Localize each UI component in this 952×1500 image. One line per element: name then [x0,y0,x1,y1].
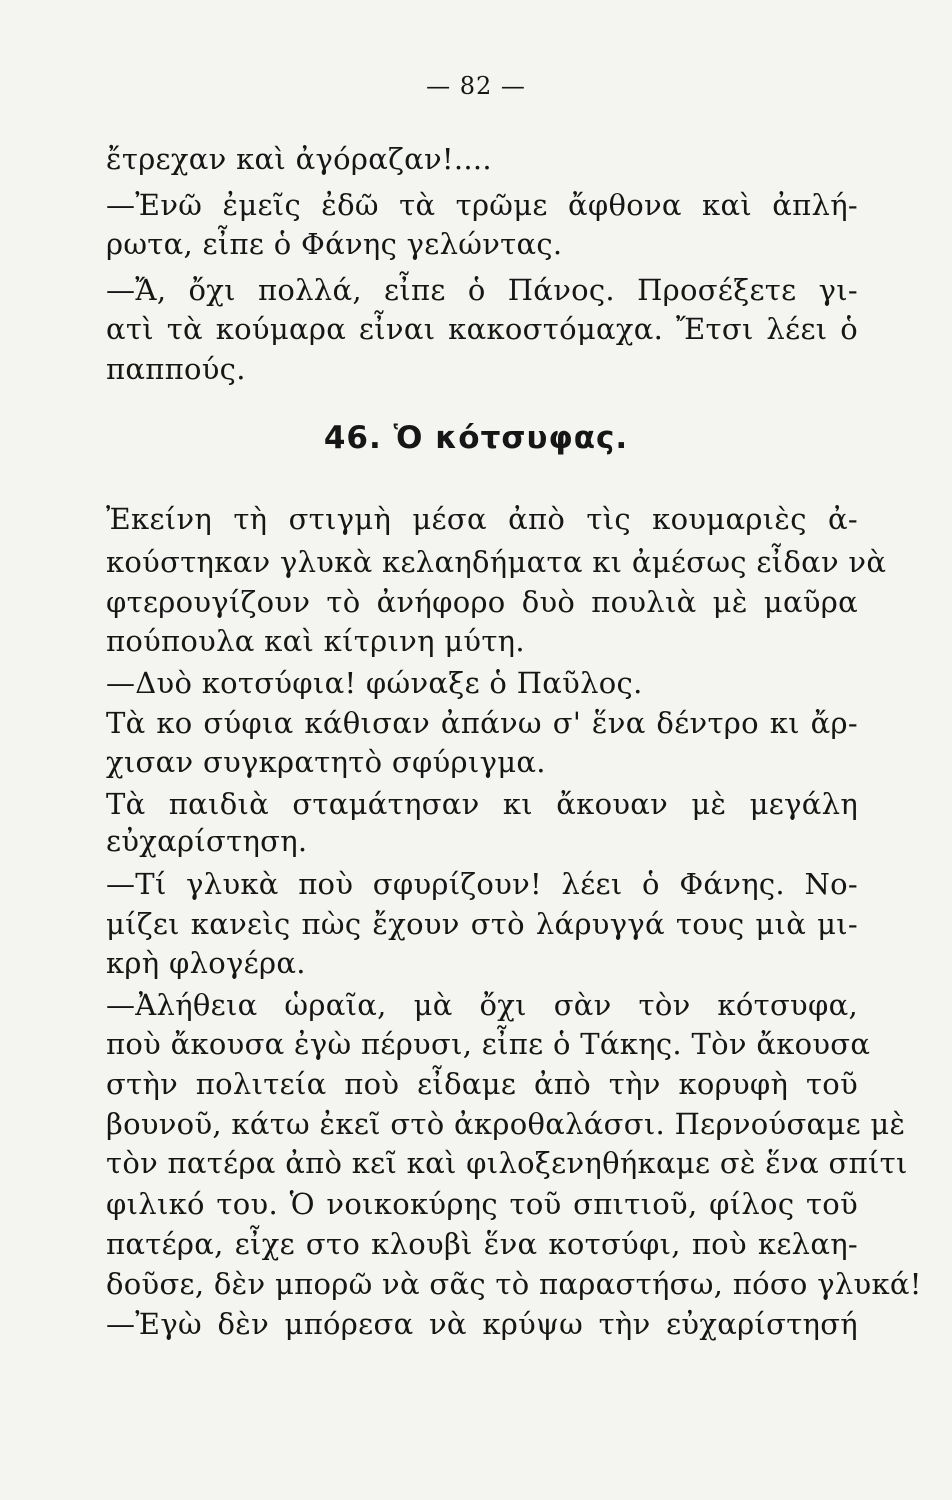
text-line: πούπουλα καὶ κίτρινη μύτη. [106,624,525,658]
text-line: ατὶ τὰ κούμαρα εἶναι κακοστόμαχα. Ἔτσι λέει ὁ [106,312,858,346]
text-line: δοῦσε, δὲν μπορῶ νὰ σᾶς τὸ παραστήσω, πόσο γλυκά! [106,1267,922,1301]
text-line: ἔτρεχαν καὶ ἀγόραζαν!.... [106,142,492,176]
text-line: ρωτα, εἶπε ὁ Φάνης γελώντας. [106,227,563,261]
text-line: βουνοῦ, κάτω ἐκεῖ στὸ ἀκροθαλάσσι. Περνούσαμε μὲ [106,1107,906,1141]
text-line: εὐχαρίστηση. [106,824,308,858]
text-line: φτερουγίζουν τὸ ἀνήφορο δυὸ πουλιὰ μὲ μαῦρα [106,585,858,619]
text-line: παππούς. [106,352,246,386]
text-line: τὸν πατέρα ἀπὸ κεῖ καὶ φιλοξενηθήκαμε σὲ ἕνα σπίτι [106,1146,908,1180]
text-line: στὴν πολιτεία ποὺ εἶδαμε ἀπὸ τὴν κορυφὴ τοῦ [106,1067,858,1101]
text-line: —Ἄ, ὄχι πολλά, εἶπε ὁ Πάνος. Προσέξετε γι- [106,273,858,307]
text-line: —Ἀλήθεια ὡραῖα, μὰ ὄχι σὰν τὸν κότσυφα, [106,988,858,1022]
text-line: κρὴ φλογέρα. [106,946,306,980]
text-line: κούστηκαν γλυκὰ κελαηδήματα κι ἀμέσως εἶδαν νὰ [106,545,887,579]
text-line: —Τί γλυκὰ ποὺ σφυρίζουν! λέει ὁ Φάνης. Νο- [106,867,858,901]
text-line: Ἐκείνη τὴ στιγμὴ μέσα ἀπὸ τὶς κουμαριὲς ἀ- [106,502,858,536]
text-line: φιλικό του. Ὁ νοικοκύρης τοῦ σπιτιοῦ, φίλος τοῦ [106,1187,858,1221]
text-line: ποὺ ἄκουσα ἐγὼ πέρυσι, εἶπε ὁ Τάκης. Τὸν ἄκουσα [106,1027,871,1061]
text-line: Τὰ κο σύφια κάθισαν ἀπάνω σ' ἕνα δέντρο κι ἄρ- [106,706,858,740]
text-line: —Δυὸ κοτσύφια! φώναξε ὁ Παῦλος. [106,666,643,700]
text-line: μίζει κανεὶς πὼς ἔχουν στὸ λάρυγγά τους μιὰ μι- [106,907,858,941]
text-line: Τὰ παιδιὰ σταμάτησαν κι ἄκουαν μὲ μεγάλη [106,787,858,821]
section-heading: 46. Ὁ κότσυφας. [323,420,629,456]
page-number: — 82 — [426,72,526,100]
text-line: πατέρα, εἶχε στο κλουβὶ ἕνα κοτσύφι, ποὺ κελαη- [106,1227,858,1261]
text-line: —Ἐγὼ δὲν μπόρεσα νὰ κρύψω τὴν εὐχαρίστησή [106,1307,858,1341]
text-line: —Ἐνῶ ἐμεῖς ἐδῶ τὰ τρῶμε ἄφθονα καὶ ἀπλή- [106,188,858,222]
text-line: χισαν συγκρατητὸ σφύριγμα. [106,745,546,779]
